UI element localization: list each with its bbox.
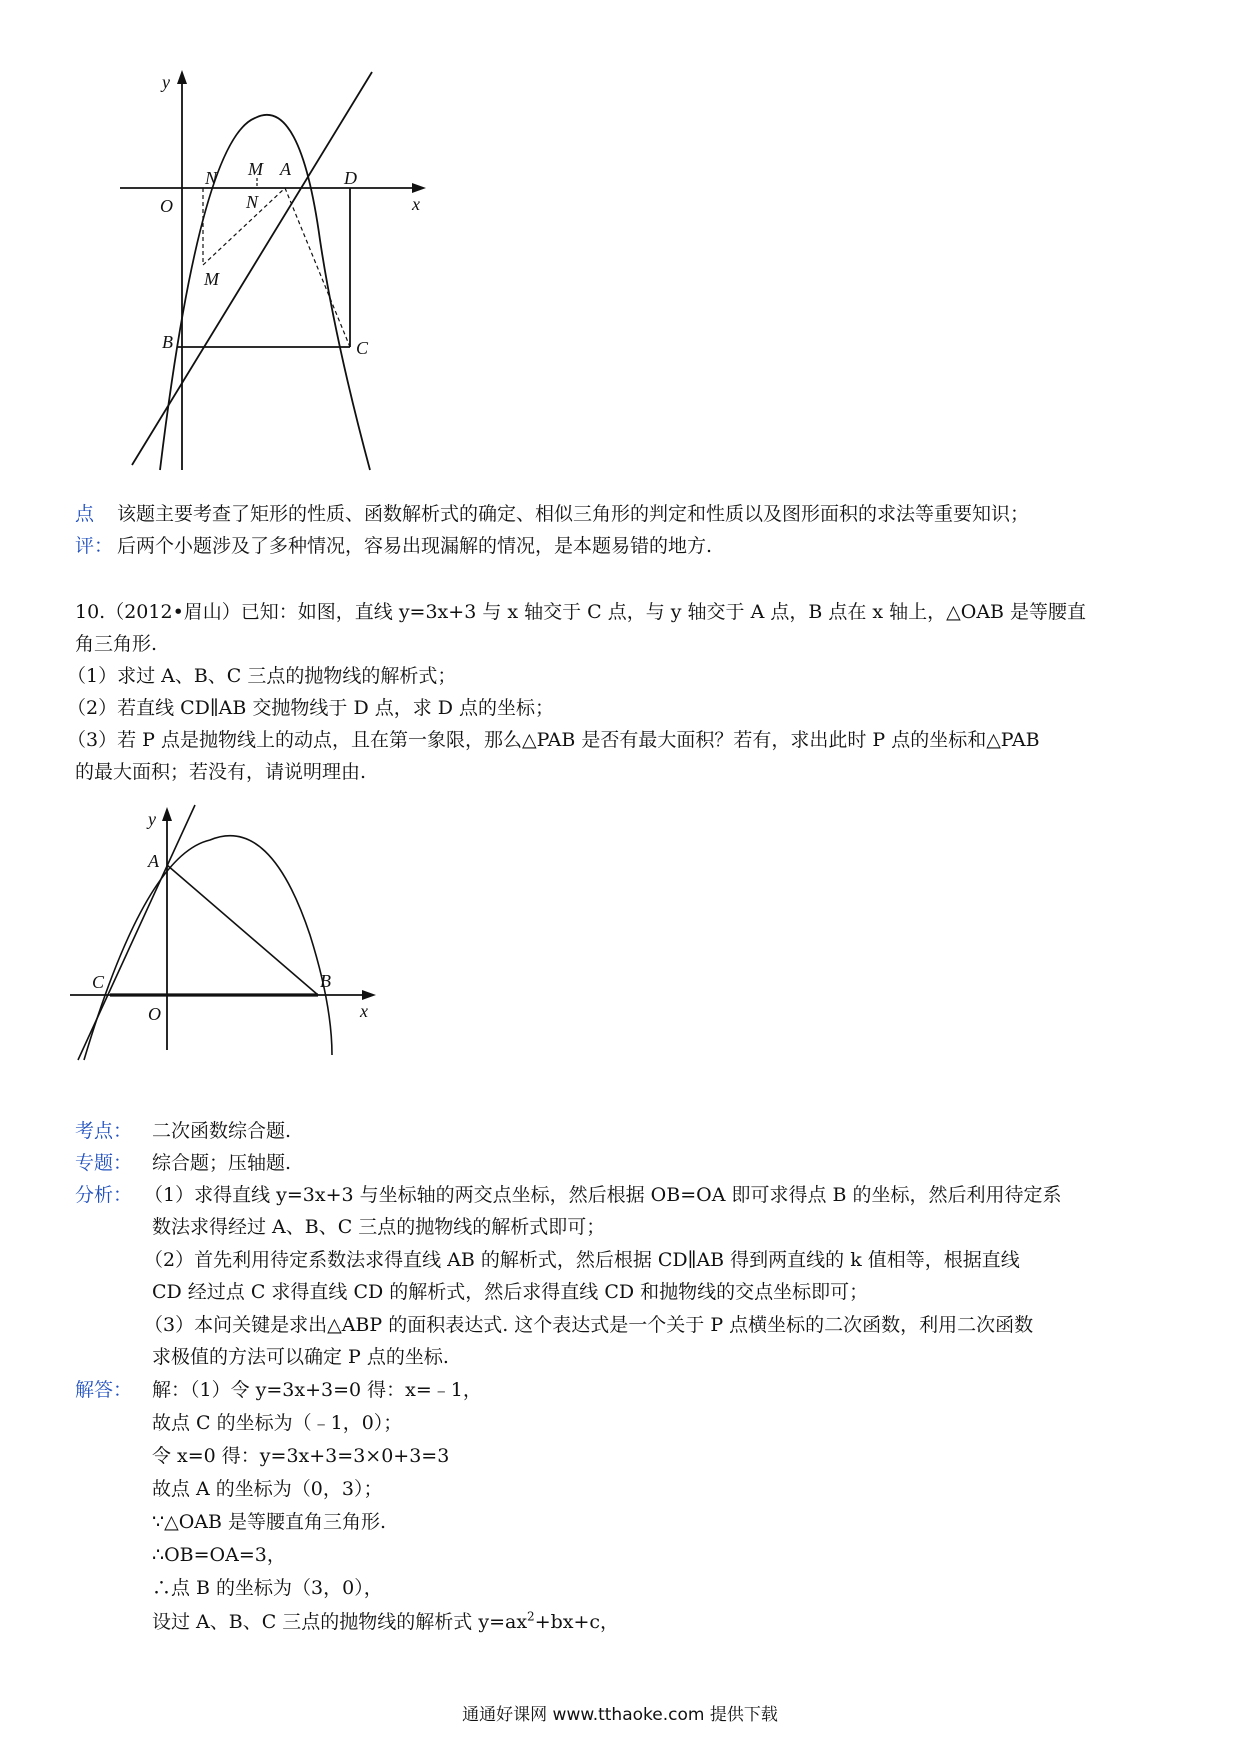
jieda-line-8 <box>152 1608 619 1636</box>
fig2-label-a: A <box>148 851 159 871</box>
fig1-label-y: y <box>162 72 170 92</box>
problem-q2: （2）若直线 CD∥AB 交抛物线于 D 点，求 D 点的坐标； <box>67 697 555 719</box>
fenxi-line-6: 求极值的方法可以确定 P 点的坐标. <box>152 1346 449 1368</box>
jieda-line-8-suffix: +bx+c， <box>534 1611 620 1633</box>
fig1-label-m-low: M <box>204 269 219 289</box>
page-footer: 通通好课网 www.tthaoke.com 提供下载 <box>462 1705 778 1725</box>
fenxi-line-4: CD 经过点 C 求得直线 CD 的解析式，然后求得直线 CD 和抛物线的交点坐标即可； <box>152 1281 869 1303</box>
review-label-2: 评： <box>75 535 114 557</box>
zhuanti-label: 专题： <box>75 1152 133 1174</box>
fig2-label-c: C <box>92 972 105 992</box>
zhuanti-text: 综合题；压轴题. <box>152 1152 292 1174</box>
fig2-label-y: y <box>148 809 156 829</box>
fig2-label-x: x <box>360 1001 368 1021</box>
fenxi-line-2: 数法求得经过 A、B、C 三点的抛物线的解析式即可； <box>152 1216 606 1238</box>
jieda-line-1: 解：（1）令 y=3x+3=0 得：x=﹣1， <box>152 1379 482 1401</box>
fig1-label-b: B <box>162 332 173 352</box>
review-text-2: 后两个小题涉及了多种情况，容易出现漏解的情况，是本题易错的地方. <box>117 535 713 557</box>
fig1-label-o: O <box>160 196 173 216</box>
fig2-label-o: O <box>148 1004 161 1024</box>
fenxi-line-1: （1）求得直线 y=3x+3 与坐标轴的两交点坐标，然后根据 OB=OA 即可求得点 B 的坐标，然后利用待定系 <box>144 1184 1062 1206</box>
jieda-line-8-prefix: 设过 A、B、C 三点的抛物线的解析式 y=ax <box>152 1611 528 1633</box>
fenxi-line-5: （3）本问关键是求出△ABP 的面积表达式. 这个表达式是一个关于 P 点横坐标的二次函数，利用二次函数 <box>144 1314 1034 1336</box>
problem-q3-line-1: （3）若 P 点是抛物线上的动点，且在第一象限，那么△PAB 是否有最大面积？若有，求出此时 P 点的坐标和△PAB <box>67 729 1040 751</box>
fig1-label-d: D <box>344 168 357 188</box>
fig1-label-a: A <box>280 159 291 179</box>
fig1-label-m-top: M <box>248 159 263 179</box>
figure-1-diagram <box>120 60 480 480</box>
figure-2-diagram <box>70 795 390 1075</box>
fig1-label-c: C <box>356 338 369 358</box>
problem-line-1: 10.（2012•眉山）已知：如图，直线 y=3x+3 与 x 轴交于 C 点，与 y 轴交于 A 点，B 点在 x 轴上，△OAB 是等腰直 <box>75 601 1087 623</box>
fig1-label-n-top: N <box>205 168 218 188</box>
jieda-line-8-exponent: 2 <box>527 1609 535 1624</box>
jieda-line-2: 故点 C 的坐标为（﹣1，0）； <box>152 1412 403 1434</box>
jieda-line-6: ∴OB=OA=3， <box>152 1544 286 1566</box>
problem-q1: （1）求过 A、B、C 三点的抛物线的解析式； <box>67 665 457 687</box>
jieda-line-5: ∵△OAB 是等腰直角三角形. <box>152 1511 387 1533</box>
fenxi-label: 分析： <box>75 1184 133 1206</box>
jieda-label: 解答： <box>75 1379 133 1401</box>
problem-q3-line-2: 的最大面积；若没有，请说明理由. <box>75 761 367 783</box>
jieda-line-3: 令 x=0 得：y=3x+3=3×0+3=3 <box>152 1445 450 1467</box>
kaodian-label: 考点： <box>75 1120 133 1142</box>
jieda-line-4: 故点 A 的坐标为（0，3）； <box>152 1478 383 1500</box>
fenxi-line-3: （2）首先利用待定系数法求得直线 AB 的解析式，然后根据 CD∥AB 得到两直线的 k 值相等，根据直线 <box>144 1249 1020 1271</box>
review-text-1: 该题主要考查了矩形的性质、函数解析式的确定、相似三角形的判定和性质以及图形面积的求法等重要知识； <box>117 503 1030 525</box>
jieda-line-7: ∴点 B 的坐标为（3，0）， <box>152 1577 383 1599</box>
problem-line-2: 角三角形. <box>75 633 158 655</box>
review-label-1: 点 <box>75 503 95 525</box>
fig1-label-x: x <box>412 194 420 214</box>
fig2-label-b: B <box>320 971 331 991</box>
kaodian-text: 二次函数综合题. <box>152 1120 292 1142</box>
fig1-label-n-mid: N <box>246 192 259 212</box>
